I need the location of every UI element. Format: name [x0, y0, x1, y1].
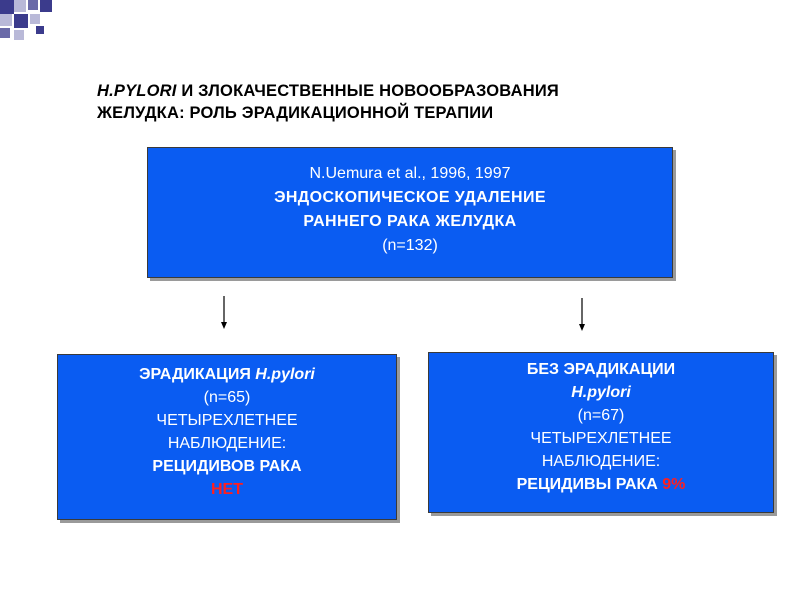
deco-square	[40, 0, 52, 12]
corner-decoration	[0, 0, 60, 46]
title-line-1-rest: И ЗЛОКАЧЕСТВЕННЫЕ НОВООБРАЗОВАНИЯ	[176, 82, 559, 100]
eradication-sample-size: (n=65)	[203, 389, 251, 406]
deco-square	[14, 14, 28, 28]
no-eradication-label: БЕЗ ЭРАДИКАЦИИ	[526, 361, 676, 378]
no-eradication-result-value: 9%	[662, 476, 686, 493]
title-line-2: ЖЕЛУДКА: РОЛЬ ЭРАДИКАЦИОННОЙ ТЕРАПИИ	[97, 104, 494, 122]
no-eradication-sample-size: (n=67)	[577, 407, 625, 424]
deco-square	[14, 0, 26, 12]
study-citation: N.Uemura et al., 1996, 1997	[309, 165, 511, 182]
study-procedure-line-1: ЭНДОСКОПИЧЕСКОЕ УДАЛЕНИЕ	[274, 189, 546, 206]
eradication-label	[58, 363, 396, 386]
eradication-result-label: РЕЦИДИВОВ РАКА	[152, 458, 302, 475]
eradication-pathogen: H.pylori	[255, 366, 315, 383]
eradication-result-value: НЕТ	[211, 481, 243, 498]
eradication-box	[57, 354, 397, 520]
deco-square	[0, 28, 10, 38]
title-line-1	[97, 80, 737, 102]
arrow-down-right-icon	[576, 298, 588, 332]
no-eradication-box	[428, 352, 774, 513]
title-pathogen: H.PYLORI	[97, 82, 177, 100]
eradication-followup-line-1: ЧЕТЫРЕХЛЕТНЕЕ	[156, 412, 298, 429]
deco-square	[14, 30, 24, 40]
eradication-followup-line-2: НАБЛЮДЕНИЕ:	[167, 435, 287, 452]
no-eradication-result-label: РЕЦИДИВЫ РАКА	[516, 476, 663, 493]
deco-square	[0, 14, 12, 26]
no-eradication-followup-line-1: ЧЕТЫРЕХЛЕТНЕЕ	[530, 430, 672, 447]
deco-square	[30, 14, 40, 24]
slide-title	[97, 80, 737, 124]
deco-square	[0, 0, 14, 14]
study-sample-size: (n=132)	[382, 237, 438, 254]
no-eradication-pathogen: H.pylori	[571, 384, 631, 401]
no-eradication-followup-line-2: НАБЛЮДЕНИЕ:	[541, 453, 661, 470]
deco-square	[28, 0, 38, 10]
study-box	[147, 147, 673, 278]
no-eradication-result	[429, 473, 773, 496]
study-procedure-line-2: РАННЕГО РАКА ЖЕЛУДКА	[303, 213, 517, 230]
eradication-label-text: ЭРАДИКАЦИЯ	[139, 366, 256, 383]
deco-square	[36, 26, 44, 34]
arrow-down-left-icon	[218, 296, 230, 330]
